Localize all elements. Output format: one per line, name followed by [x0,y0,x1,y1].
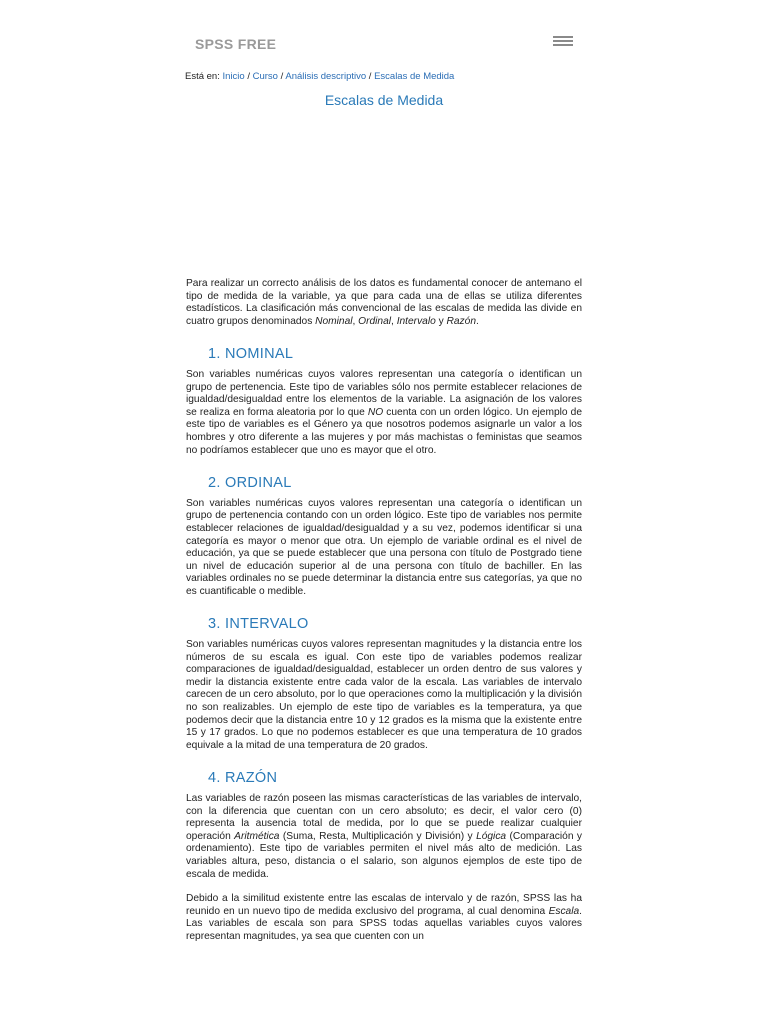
intro-term-razon: Razón [446,315,476,327]
nominal-text-2: cuenta con un orden lógico. Un ejemplo de este tipo de variables es el Género ya que nosotros podemos asignarle un valor a los hombres y otro diferente a las mujeres y por más machistas o feministas que seamos no podríamos establecer que uno es mayor que el otro. [186,406,582,456]
ordinal-paragraph: Son variables numéricas cuyos valores representan una categoría o identifican un grupo de pertenencia contando con un orden lógico. Este tipo de variables nos permite establecer relaciones de igualdad/desigualdad y a su vez, podemos identificar si una categoría es mayor o menor que otra. Un ejemplo de variable ordinal es el nivel de educación, ya que se puede establecer que una persona con título de Postgrado tiene un nivel de educación superior al de una persona con título de bachiller. En las variables ordinales no se puede determinar la distancia entre sus categorías, ya que no es cuantificable o medible. [186,497,582,597]
intervalo-paragraph: Son variables numéricas cuyos valores representan magnitudes y la distancia entre los números de su escala es igual. Con este tipo de variables podemos realizar comparaciones de igualdad/desigualdad, establecer un orden dentro de sus valores y medir la distancia existente entre cada valor de la escala. Las variables de intervalo carecen de un cero absoluto, por lo que operaciones como la multiplicación y la división no son realizables. Un ejemplo de este tipo de variables es la temperatura, ya que podemos decir que la distancia entre 10 y 12 grados es la misma que la existente entre 15 y 17 grados. Lo que no podemos establecer es que una temperatura de 10 grados equivale a la mitad de una temperatura de 20 grados. [186,639,582,751]
page-title: Escalas de Medida [324,92,444,108]
breadcrumb-link-escalas-de-medida[interactable]: Escalas de Medida [374,71,455,82]
razon-text: Las variables de razón poseen las mismas características de las variables de intervalo, con la diferencia que cuentan con un cero absoluto; es decir, el valor cero (0) representa la ausencia total de medida, por lo que se puede realizar cualquier operación [186,793,582,842]
breadcrumb-link-curso[interactable]: Curso [252,71,278,82]
razon-term-aritmetica: Aritmética [234,830,280,842]
razon-paragraph-1 [186,793,582,881]
heading-razon: 4. RAZÓN [208,770,278,787]
razon-p2-text-2: . Las variables de escala son para SPSS todas aquellas variables cuyos valores representan magnitudes, ya sea que cuenten con un [186,905,582,942]
intro-term-ordinal: Ordinal [358,315,392,327]
heading-intervalo: 3. INTERVALO [208,616,309,633]
intro-paragraph [186,278,582,328]
intro-conjunction: y [435,315,447,327]
breadcrumb-separator: / [280,71,286,82]
breadcrumb-link-analisis-descriptivo[interactable]: Análisis descriptivo [285,71,367,82]
top-bar [0,0,768,62]
nominal-paragraph [186,369,582,457]
intro-text: Para realizar un correcto análisis de los datos es fundamental conocer de antemano el tipo de medida de la variable, ya que para cada una de ellas se utiliza diferentes estadísticos. La clasificación más convencional de las escalas de medida las divide en cuatro grupos denominados [186,278,582,327]
breadcrumb [185,71,454,82]
hamburger-menu-icon[interactable] [553,36,573,50]
razon-text-2: (Suma, Resta, Multiplicación y División) y [279,830,477,842]
intro-comma: , [352,315,359,327]
heading-ordinal: 2. ORDINAL [208,475,292,492]
razon-term-escala: Escala [548,905,580,917]
razon-p2-text: Debido a la similitud existente entre las escalas de intervalo y de razón, SPSS las ha reunido en un nuevo tipo de medida exclusivo del programa, al cual denomina [186,893,582,917]
intro-comma: , [391,315,397,327]
intro-term-nominal: Nominal [315,315,353,327]
heading-nominal: 1. NOMINAL [208,346,294,363]
site-brand[interactable]: SPSS FREE [195,36,277,52]
breadcrumb-link-inicio[interactable]: Inicio [222,71,245,82]
nominal-text: Son variables numéricas cuyos valores representan una categoría o identifican un grupo de pertenencia. Este tipo de variables sólo nos permite establecer relaciones de igualdad/desigualdad entre los elementos de la variable. La asignación de los valores se realiza en forma aleatoria por lo que [186,368,582,418]
breadcrumb-prefix: Está en: [185,71,223,82]
razon-term-logica: Lógica [476,830,507,842]
razon-paragraph-2 [186,893,582,943]
breadcrumb-separator: / [247,71,253,82]
intro-term-intervalo: Intervalo [396,315,436,327]
breadcrumb-separator: / [368,71,375,82]
nominal-emphasis-no: NO [367,406,384,418]
article-body [186,278,582,956]
razon-text-3: (Comparación y ordenamiento). Este tipo de variables permiten el nivel más alto de medición. Las variables altura, peso, distancia o el salario, son algunos ejemplos de este tipo de escala de medida. [186,830,582,880]
intro-period: . [475,315,479,327]
